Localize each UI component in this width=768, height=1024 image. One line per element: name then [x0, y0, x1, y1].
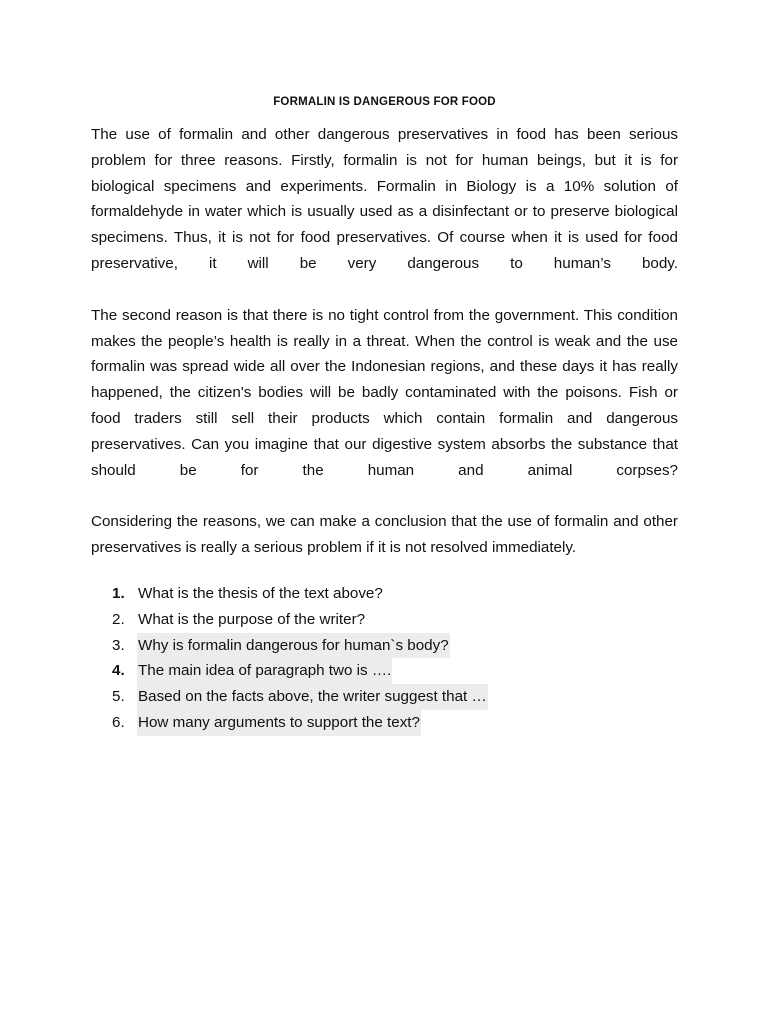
question-item [91, 658, 678, 684]
document-title: FORMALIN IS DANGEROUS FOR FOOD [273, 96, 496, 108]
question-number: 4. [112, 662, 125, 680]
question-item [91, 710, 678, 736]
question-text: Why is formalin dangerous for human`s body? [137, 633, 450, 659]
question-item [91, 633, 678, 659]
paragraph-3: Considering the reasons, we can make a conclusion that the use of formalin and other preservatives is really a serious problem if it is not resolved immediately. [91, 513, 678, 557]
paragraph-1: The use of formalin and other dangerous preservatives in food has been serious problem for three reasons. Firstly, formalin is not for human beings, but it is for biological specimens and experiments. Formalin in Biology is a 10% solution of formaldehyde in water which is usually used as a disinfectant or to preserve biological specimens. Thus, it is not for food preservatives. Of course when it is used for food preservative, it will be very dangerous to human’s body. [91, 126, 678, 272]
question-list [91, 581, 678, 736]
question-text: How many arguments to support the text? [137, 710, 421, 736]
question-item [91, 607, 678, 633]
question-number: 6. [112, 713, 125, 731]
paragraph-2: The second reason is that there is no tight control from the government. This condition makes the people’s health is really in a threat. When the control is weak and the use formalin was spread wide all over the Indonesian regions, and these days it has really happened, the citizen's bodies will be badly contaminated with the poisons. Fish or food traders still sell their products which contain formalin and dangerous preservatives. Can you imagine that our digestive system absorbs the substance that should be for the human and animal corpses? [91, 306, 678, 479]
question-number: 1. [112, 584, 125, 602]
question-text: What is the thesis of the text above? [138, 584, 383, 602]
document-page [91, 94, 678, 736]
question-text: What is the purpose of the writer? [138, 610, 366, 628]
question-text: The main idea of paragraph two is …. [137, 658, 392, 684]
question-item [91, 581, 678, 607]
question-number: 5. [112, 688, 125, 706]
question-number: 2. [112, 610, 125, 628]
question-number: 3. [112, 636, 125, 654]
question-text: Based on the facts above, the writer suggest that … [137, 684, 488, 710]
question-item [91, 684, 678, 710]
